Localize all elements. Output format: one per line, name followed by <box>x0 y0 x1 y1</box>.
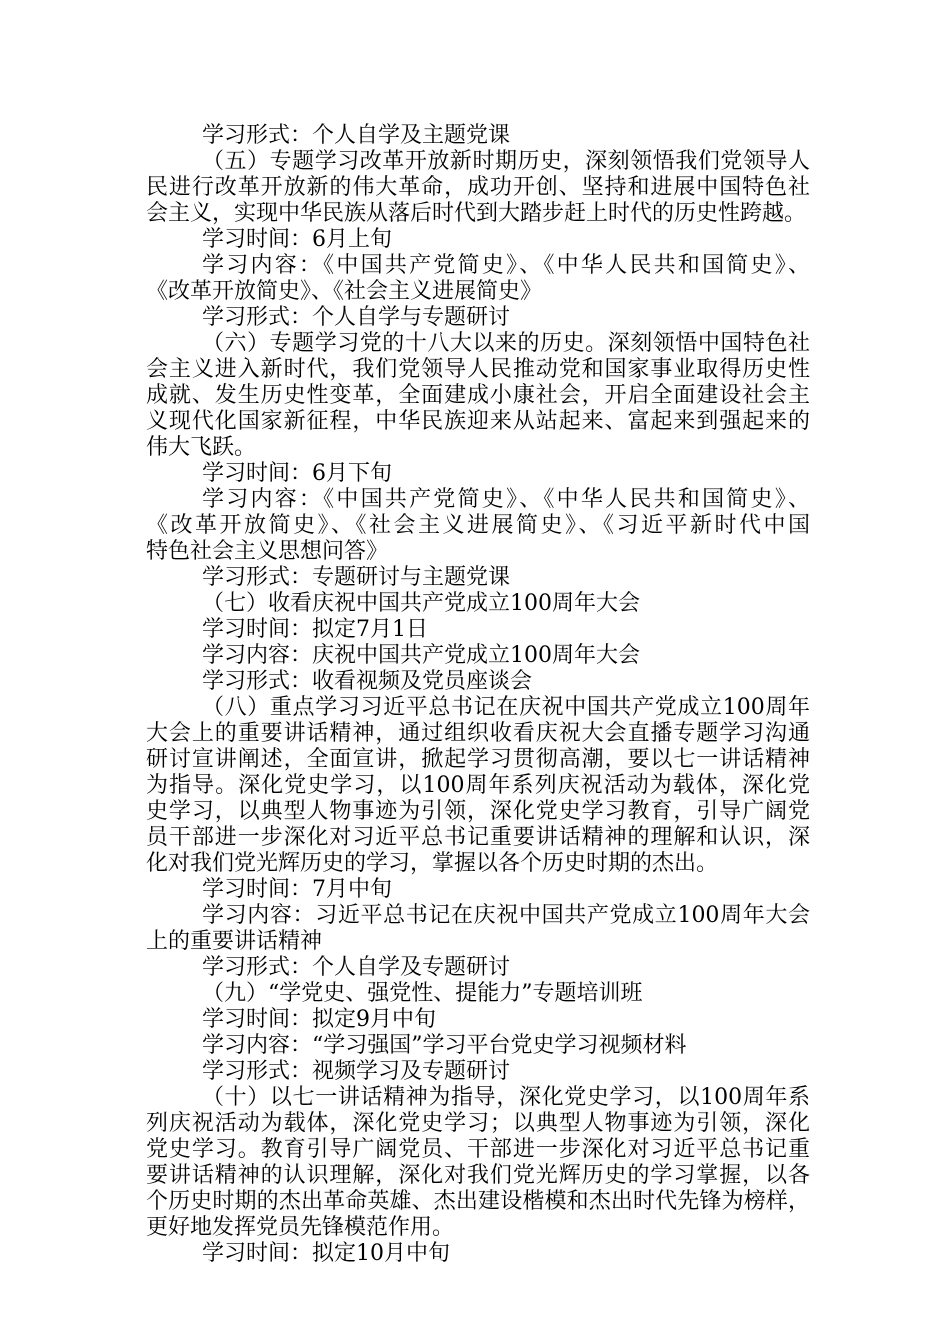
text-line: 民进行改革开放新的伟大革命，成功开创、坚持和进展中国特色社 <box>146 175 810 200</box>
text-line: 研讨宣讲阐述，全面宣讲，掀起学习贯彻高潮，要以七一讲话精神 <box>146 747 810 772</box>
text-line: 上的重要讲话精神 <box>146 929 323 954</box>
paragraph <box>146 981 810 1007</box>
paragraph <box>146 955 810 981</box>
text-line: （六）专题学习党的十八大以来的历史。深刻领悟中国特色社 <box>202 331 810 356</box>
paragraph <box>146 487 810 565</box>
paragraph <box>146 591 810 617</box>
paragraph <box>146 877 810 903</box>
text-line: 学习内容：《中国共产党简史》、《中华人民共和国简史》、 <box>202 253 810 278</box>
paragraph <box>146 1059 810 1085</box>
text-line: 学习内容：习近平总书记在庆祝中国共产党成立100周年大会 <box>202 903 810 928</box>
text-line: 学习时间：拟定7月1日 <box>202 617 428 642</box>
text-line: 学习内容：“学习强国”学习平台党史学习视频材料 <box>202 1033 687 1058</box>
paragraph <box>146 305 810 331</box>
text-line: 学习形式：个人自学及主题党课 <box>202 123 511 148</box>
text-line: 列庆祝活动为载体，深化党史学习；以典型人物事迹为引领，深化 <box>146 1111 810 1136</box>
paragraph <box>146 461 810 487</box>
text-line: 会主义，实现中华民族从落后时代到大踏步赶上时代的历史性跨越。 <box>146 201 807 226</box>
text-line: （七）收看庆祝中国共产党成立100周年大会 <box>202 591 640 616</box>
paragraph <box>146 617 810 643</box>
text-line: 学习时间：6月上旬 <box>202 227 392 252</box>
text-line: 《改革开放简史》、《社会主义进展简史》 <box>146 279 543 304</box>
paragraph <box>146 1241 810 1267</box>
text-line: （十）以七一讲话精神为指导，深化党史学习，以100周年系 <box>202 1085 810 1110</box>
text-line: （九）“学党史、强党性、提能力”专题培训班 <box>202 981 643 1006</box>
paragraph <box>146 643 810 669</box>
text-line: 史学习，以典型人物事迹为引领，深化党史学习教育，引导广阔党 <box>146 799 810 824</box>
paragraph <box>146 253 810 305</box>
text-line: 学习内容：庆祝中国共产党成立100周年大会 <box>202 643 640 668</box>
text-line: 学习形式：视频学习及专题研讨 <box>202 1059 511 1084</box>
text-line: 《改革开放简史》、《社会主义进展简史》、《习近平新时代中国 <box>146 513 810 538</box>
text-line: 特色社会主义思想问答》 <box>146 539 389 564</box>
text-line: （八）重点学习习近平总书记在庆祝中国共产党成立100周年 <box>202 695 810 720</box>
text-line: （五）专题学习改革开放新时期历史，深刻领悟我们党领导人 <box>202 149 810 174</box>
paragraph <box>146 1007 810 1033</box>
text-line: 化对我们党光辉历史的学习，掌握以各个历史时期的杰出。 <box>146 851 719 876</box>
text-line: 学习形式：收看视频及党员座谈会 <box>202 669 533 694</box>
text-line: 为指导。深化党史学习，以100周年系列庆祝活动为载体，深化党 <box>146 773 810 798</box>
text-line: 学习形式：个人自学及专题研讨 <box>202 955 511 980</box>
text-line: 学习时间：7月中旬 <box>202 877 392 902</box>
paragraph <box>146 669 810 695</box>
paragraph <box>146 123 810 149</box>
text-line: 学习内容：《中国共产党简史》、《中华人民共和国简史》、 <box>202 487 810 512</box>
text-line: 学习形式：专题研讨与主题党课 <box>202 565 511 590</box>
paragraph <box>146 227 810 253</box>
text-line: 个历史时期的杰出革命英雄、杰出建设楷模和杰出时代先锋为榜样， <box>146 1189 810 1214</box>
text-line: 学习形式：个人自学与专题研讨 <box>202 305 511 330</box>
text-line: 党史学习。教育引导广阔党员、干部进一步深化对习近平总书记重 <box>146 1137 810 1162</box>
paragraph <box>146 331 810 461</box>
text-line: 会主义进入新时代，我们党领导人民推动党和国家事业取得历史性 <box>146 357 810 382</box>
text-line: 学习时间：拟定10月中旬 <box>202 1241 450 1266</box>
paragraph <box>146 1085 810 1241</box>
text-line: 学习时间：拟定9月中旬 <box>202 1007 436 1032</box>
paragraph <box>146 903 810 955</box>
text-line: 成就、发生历史性变革，全面建成小康社会，开启全面建设社会主 <box>146 383 810 408</box>
text-line: 员干部进一步深化对习近平总书记重要讲话精神的理解和认识，深 <box>146 825 810 850</box>
text-line: 大会上的重要讲话精神，通过组织收看庆祝大会直播专题学习沟通 <box>146 721 810 746</box>
text-line: 伟大飞跃。 <box>146 435 257 460</box>
paragraph <box>146 1033 810 1059</box>
paragraph <box>146 149 810 227</box>
paragraph <box>146 565 810 591</box>
document-body <box>146 123 810 1267</box>
text-line: 要讲话精神的认识理解，深化对我们党光辉历史的学习掌握，以各 <box>146 1163 810 1188</box>
text-line: 义现代化国家新征程，中华民族迎来从站起来、富起来到强起来的 <box>146 409 810 434</box>
text-line: 更好地发挥党员先锋模范作用。 <box>146 1215 455 1240</box>
paragraph <box>146 695 810 877</box>
text-line: 学习时间：6月下旬 <box>202 461 392 486</box>
